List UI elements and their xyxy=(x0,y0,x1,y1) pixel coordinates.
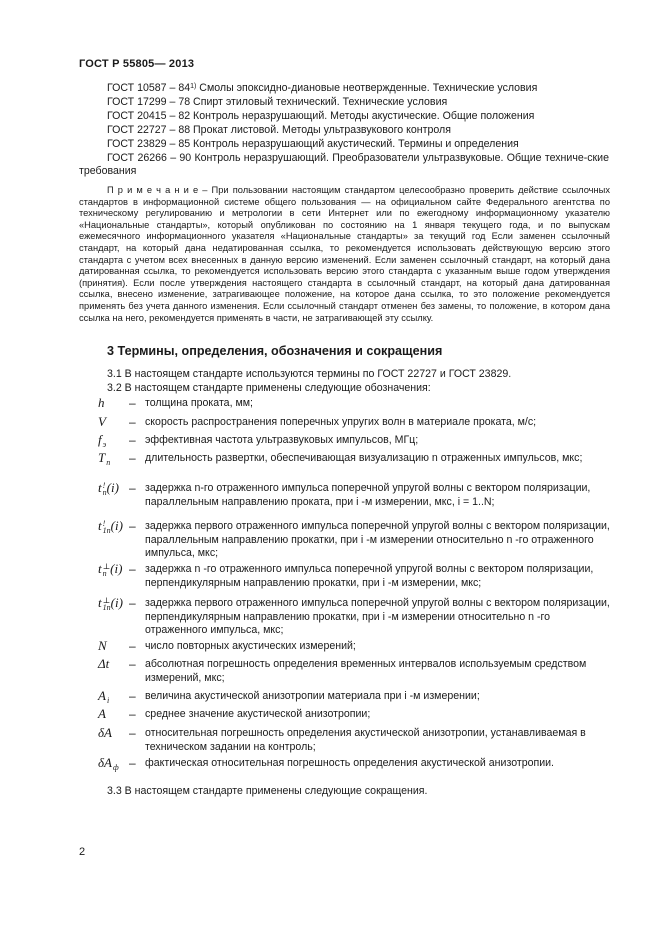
symbol: N xyxy=(98,638,107,653)
symbol-dash: – xyxy=(129,596,136,610)
symbol-dash: – xyxy=(129,451,136,465)
symbol-definition: задержка n -го отраженного импульса поперечной упругой волны с вектором поляризации, перпендикулярным направлению прокатки, при i -м измерении, мкс; xyxy=(145,563,594,589)
symbol: Δt xyxy=(98,656,110,671)
reference-line: ГОСТ 20415 – 82 Контроль неразрушающий. Методы акустические. Общие положения xyxy=(107,109,535,122)
footnote-mark: 1) xyxy=(190,83,197,90)
clause-3-1: 3.1 В настоящем стандарте используются термины по ГОСТ 22727 и ГОСТ 23829. xyxy=(107,368,512,380)
symbol: δA ф xyxy=(98,755,119,773)
reference-line: ГОСТ 26266 – 90 Контроль неразрушающий. Преобразователи ультразвуковые. Общие техниче-ские требования xyxy=(79,151,609,178)
note-paragraph: П р и м е ч а н и е – При пользовании настоящим стандартом целесообразно проверить действие ссылочных стандартов в информационной системе общего пользования — на официальном сайте Федерального агентства по техническому регулированию и метрологии в сети Интернет или по ежегодному информационному указателю «Национальные стандарты», который опубликован по состоянию на 1 января текущего года, и по выпускам ежемесячного информационного указателя «Национальные стандарты» за текущий год Если заменен ссылочный стандарт, на который дана недатированная ссылка, то рекомендуется использовать действующую версию этого стандарта с учетом всех внесенных в данную версию изменений. Если заменен ссылочный стандарт, на который дана датированная ссылка, то рекомендуется использовать версию этого стандарта с указанным выше годом утверждения (принятия). Если после утверждения настоящего стандарта в ссылочный стандарт, на который дана датированная ссылка, внесено изменение, затрагивающее положение, на которое дана ссылка, то это положение рекомендуется применять без учета данного изменения. Если ссылочный стандарт отменен без замены, то положение, в котором дана ссылка на него, рекомендуется применять в части, не затрагивающей эту ссылку. xyxy=(79,185,610,323)
symbol-dash: – xyxy=(129,415,136,429)
symbol-dash: – xyxy=(129,726,136,740)
symbol-definition: среднее значение акустической анизотропии; xyxy=(145,708,371,720)
symbol: t ⊥ n (i) xyxy=(98,561,123,579)
symbol: t ! 1n (i) xyxy=(98,518,123,536)
symbol-definition: относительная погрешность определения акустической анизотропии, устанавливаемая в техническом задании на контроль; xyxy=(145,727,586,753)
symbol: f э xyxy=(98,432,107,450)
symbol-definition: скорость распространения поперечных упругих волн в материале проката, м/с; xyxy=(145,416,537,428)
reference-line: ГОСТ 22727 – 88 Прокат листовой. Методы ультразвукового контроля xyxy=(107,123,451,136)
symbol-dash: – xyxy=(129,689,136,703)
symbol-dash: – xyxy=(129,396,136,410)
symbol-definition: толщина проката, мм; xyxy=(145,397,253,409)
symbol-definition: эффективная частота ультразвуковых импульсов, МГц; xyxy=(145,434,419,446)
symbol-dash: – xyxy=(129,562,136,576)
normative-references xyxy=(79,82,609,179)
symbol: V xyxy=(98,414,106,429)
symbol: t ⊥ 1n (i) xyxy=(98,595,123,613)
reference-line: ГОСТ 23829 – 85 Контроль неразрушающий акустический. Термины и определения xyxy=(107,137,519,150)
symbol: A xyxy=(98,706,106,721)
reference-line: ГОСТ 17299 – 78 Спирт этиловый технический. Технические условия xyxy=(107,95,448,108)
symbol-definition: задержка первого отраженного импульса поперечной упругой волны с вектором поляризации, параллельным направлению прокатки, при i -м измерении относительно n -го отраженного импульса, мкс; xyxy=(145,520,610,560)
symbol-definition: абсолютная погрешность определения временных интервалов используемым средством измерений, мкс; xyxy=(145,658,587,684)
symbol-definition: задержка n-го отраженного импульса поперечной упругой волны с вектором поляризации, параллельным направлению проката, при i -м измерении, мкс, i = 1..N; xyxy=(145,482,591,508)
symbol-dash: – xyxy=(129,433,136,447)
page-number: 2 xyxy=(79,846,86,858)
clause-3-3: 3.3 В настоящем стандарте применены следующие сокращения. xyxy=(107,785,428,797)
symbol: A i xyxy=(98,688,110,706)
symbol-definition: фактическая относительная погрешность определения акустической анизотропии. xyxy=(145,757,555,769)
symbol-definition: задержка первого отраженного импульса поперечной упругой волны с вектором поляризации, перпендикулярным направлению прокатки, при i -м измерении относительно n -го отраженного импульса, мкс; xyxy=(145,597,610,637)
symbol-definition: длительность развертки, обеспечивающая визуализацию n отраженных импульсов, мкс; xyxy=(145,452,583,464)
symbol-dash: – xyxy=(129,707,136,721)
document-header: ГОСТ Р 55805— 2013 xyxy=(79,58,195,70)
symbol-dash: – xyxy=(129,756,136,770)
symbol-definition: число повторных акустических измерений; xyxy=(145,640,356,652)
symbol: t ! n (i) xyxy=(98,480,119,498)
symbol-definition: величина акустической анизотропии материала при i -м измерении; xyxy=(145,690,480,702)
section-heading: 3 Термины, определения, обозначения и сокращения xyxy=(107,344,443,358)
symbol: T n xyxy=(98,450,111,468)
symbol-dash: – xyxy=(129,639,136,653)
symbol-dash: – xyxy=(129,519,136,533)
clause-3-2: 3.2 В настоящем стандарте применены следующие обозначения: xyxy=(107,382,431,394)
symbol-dash: – xyxy=(129,657,136,671)
reference-line: ГОСТ 10587 – 84$^{1)}$ Смолы эпоксидно-диановые неотвержденные. Технические условия xyxy=(107,82,538,94)
symbol: h xyxy=(98,395,105,410)
symbol-dash: – xyxy=(129,481,136,495)
symbol: δA xyxy=(98,725,112,740)
